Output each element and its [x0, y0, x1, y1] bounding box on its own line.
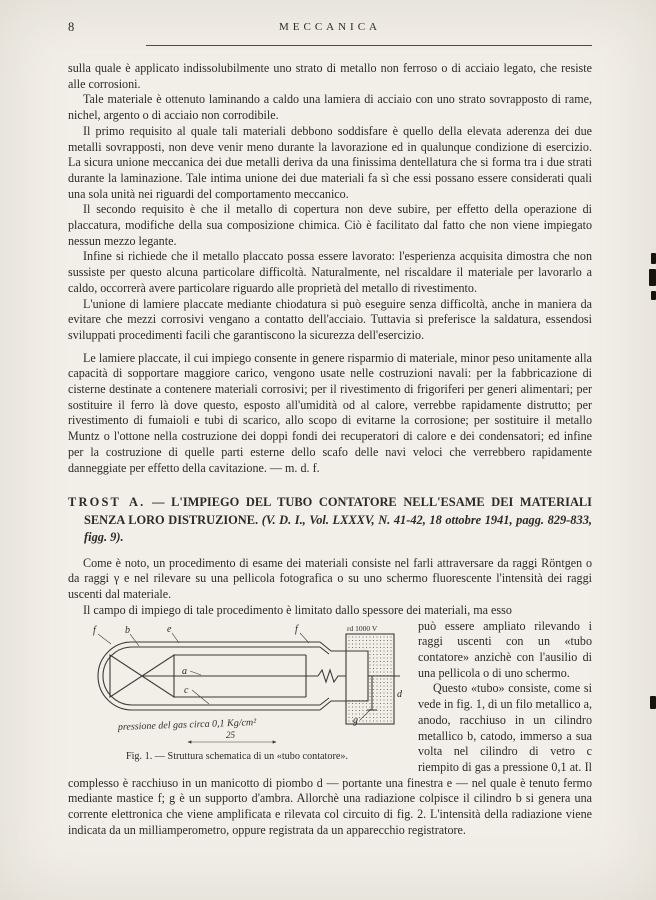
page-body	[68, 61, 592, 838]
scan-artifact	[650, 696, 656, 709]
paragraph: L'unione di lamiere placcate mediante chiodatura si può eseguire senza difficoltà, anche in maniera da evitare che mezzi corrosivi vengano a contatto dell'acciaio. Tuttavia si preferisce la saldatura, essendosi sviluppati procedimenti facili che garantiscono la sicurezza dell'esercizio.	[68, 296, 592, 342]
scan-artifact	[651, 291, 656, 300]
paragraph: Infine si richiede che il metallo placcato possa essere lavorato: l'esperienza acquisita dimostra che non sussiste per questo alcuna particolare difficoltà. Naturalmente, nel riscaldare il materiale per lavorarlo a caldo, occorrerà avere particolare riguardo alle proprietà del metallo di rivestimento.	[68, 249, 592, 295]
scan-artifact	[651, 253, 656, 264]
paragraph: Il primo requisito al quale tali materiali debbono soddisfare è quello della elevata aderenza dei due metalli sovrapposti, non deve venir meno durante la lavorazione ed in qualunque condizione di esercizio. La sicura unione meccanica dei due metalli deriva da una finissima dentellatura che si forma tra i due strati durante la laminazione. Tale intima unione dei due materiali fa sì che essi possano essere considerati quali una sola unità nei riguardi del comportamento meccanico.	[68, 123, 592, 201]
scan-artifact	[649, 269, 656, 286]
paragraph: Come è noto, un procedimento di esame dei materiali consiste nel farli attraversare da raggi Röntgen o da raggi γ e nel rilevare su una pellicola fotografica o su uno schermo fluorescente l'intensità dei raggi uscenti dal materiale.	[68, 555, 592, 602]
label-f-right: f	[295, 623, 298, 635]
article-author: TROST A.	[68, 495, 146, 510]
label-f-left: f	[93, 624, 96, 636]
paragraph: Il campo di impiego di tale procedimento è limitato dallo spessore dei materiali, ma esso	[83, 602, 512, 617]
label-d: d	[397, 688, 402, 700]
wire-spring	[318, 670, 346, 682]
voltage-annotation: rd 1000 V	[347, 623, 378, 633]
paragraph: Questo «tubo» consiste, come si vede in fig. 1, di un filo metallico a, anodo, racchiuso in un cilindro metallico b, catodo, immerso a sua volta nel cilindro di vetro c riempito di gas a pressione 0,1 at. Il complesso è racchiuso in un manicotto di piombo d — portante una finestra e — nel quale è tenuto fermo mediante mastice f; g è un supporto d'ambra. Allorchè una radiazione colpisce il cilindro b si genera una corrente elettronica che viene amplificata e rilevata col circuito di fig. 2. L'intensità della radiazione viene indicata da un milliamperometro, oppure registrata da un apparecchio registratore.	[68, 681, 592, 837]
article-title: L'IMPIEGO DEL TUBO CONTATORE NELL'ESAME DEI MATERIALI SENZA LORO DISTRUZIONE.	[84, 495, 592, 527]
leader-f-left	[98, 634, 111, 644]
label-b: b	[125, 624, 130, 636]
article-heading	[68, 494, 592, 547]
leader-a	[190, 671, 201, 675]
counter-tube-schematic	[68, 622, 406, 748]
paragraph: Tale materiale è ottenuto laminando a caldo una lamiera di acciaio con uno strato sovrapposto di rame, nichel, argento o di acciaio non corrodibile.	[68, 92, 592, 123]
leader-b	[130, 634, 139, 646]
figure-1	[68, 622, 406, 763]
window-structure	[110, 655, 142, 697]
page-header	[68, 20, 592, 36]
dimension-label: 25	[226, 729, 235, 740]
paragraph: Il secondo requisito è che il metallo di copertura non deve subire, per effetto della operazione di placcatura, modifiche della sua composizione chimica. Ciò è facilitato dal fatto che non viene impiegato nessun mezzo legante.	[68, 202, 592, 248]
label-a: a	[182, 665, 187, 677]
article-reference: (V. D. I., Vol. LXXXV, N. 41-42, 18 ottobre 1941, pagg. 829-833, figg. 9).	[84, 512, 592, 545]
paragraph: può essere ampliato rilevando i raggi uscenti con un «tubo contatore» anzichè con l'ausilio di una pellicola o di uno schermo.	[418, 618, 592, 680]
journal-title: MECCANICA	[278, 21, 381, 33]
label-e: e	[167, 623, 172, 635]
label-c: c	[184, 684, 189, 696]
page-number: 8	[68, 20, 75, 34]
pressure-annotation: pressione del gas circa 0,1 Kg/cm²	[117, 716, 257, 733]
heading-separator: —	[152, 495, 165, 510]
paragraph: sulla quale è applicato indissolubilmente uno strato di metallo non ferroso o di acciaio legato, che resiste alle corrosioni.	[68, 61, 592, 91]
header-rule	[146, 45, 592, 46]
paragraph: Le lamiere placcate, il cui impiego consente in genere risparmio di materiale, minor peso unitamente alla capacità di sopportare maggiore carico, vengono usate nelle costruzioni navali: per la fabbricazione di cisterne destinate a contenere materiali corrosivi; per il rivestimento di frigoriferi per generi alimentari; per sostituire il ferro là dove questo, esposto all'umidità od al calore, verrebbe rapidamente distrutto; per rivestimento di fumaioli e tubi di scarico, allo scopo di evitarne la corrosione; per sostituire il metallo Muntz o l'ottone nella costruzione dei doppi fondi dei recuperatori di calore e dei condensatori; ed infine per la costruzione di quelle parti esterne dello scafo delle navi veloci che verrebbero rapidamente danneggiate per effetto della cavitazione. — m. d. f.	[68, 350, 592, 475]
label-g: g	[353, 714, 358, 726]
figure-caption: Fig. 1. — Struttura schematica di un «tubo contatore».	[125, 750, 349, 762]
